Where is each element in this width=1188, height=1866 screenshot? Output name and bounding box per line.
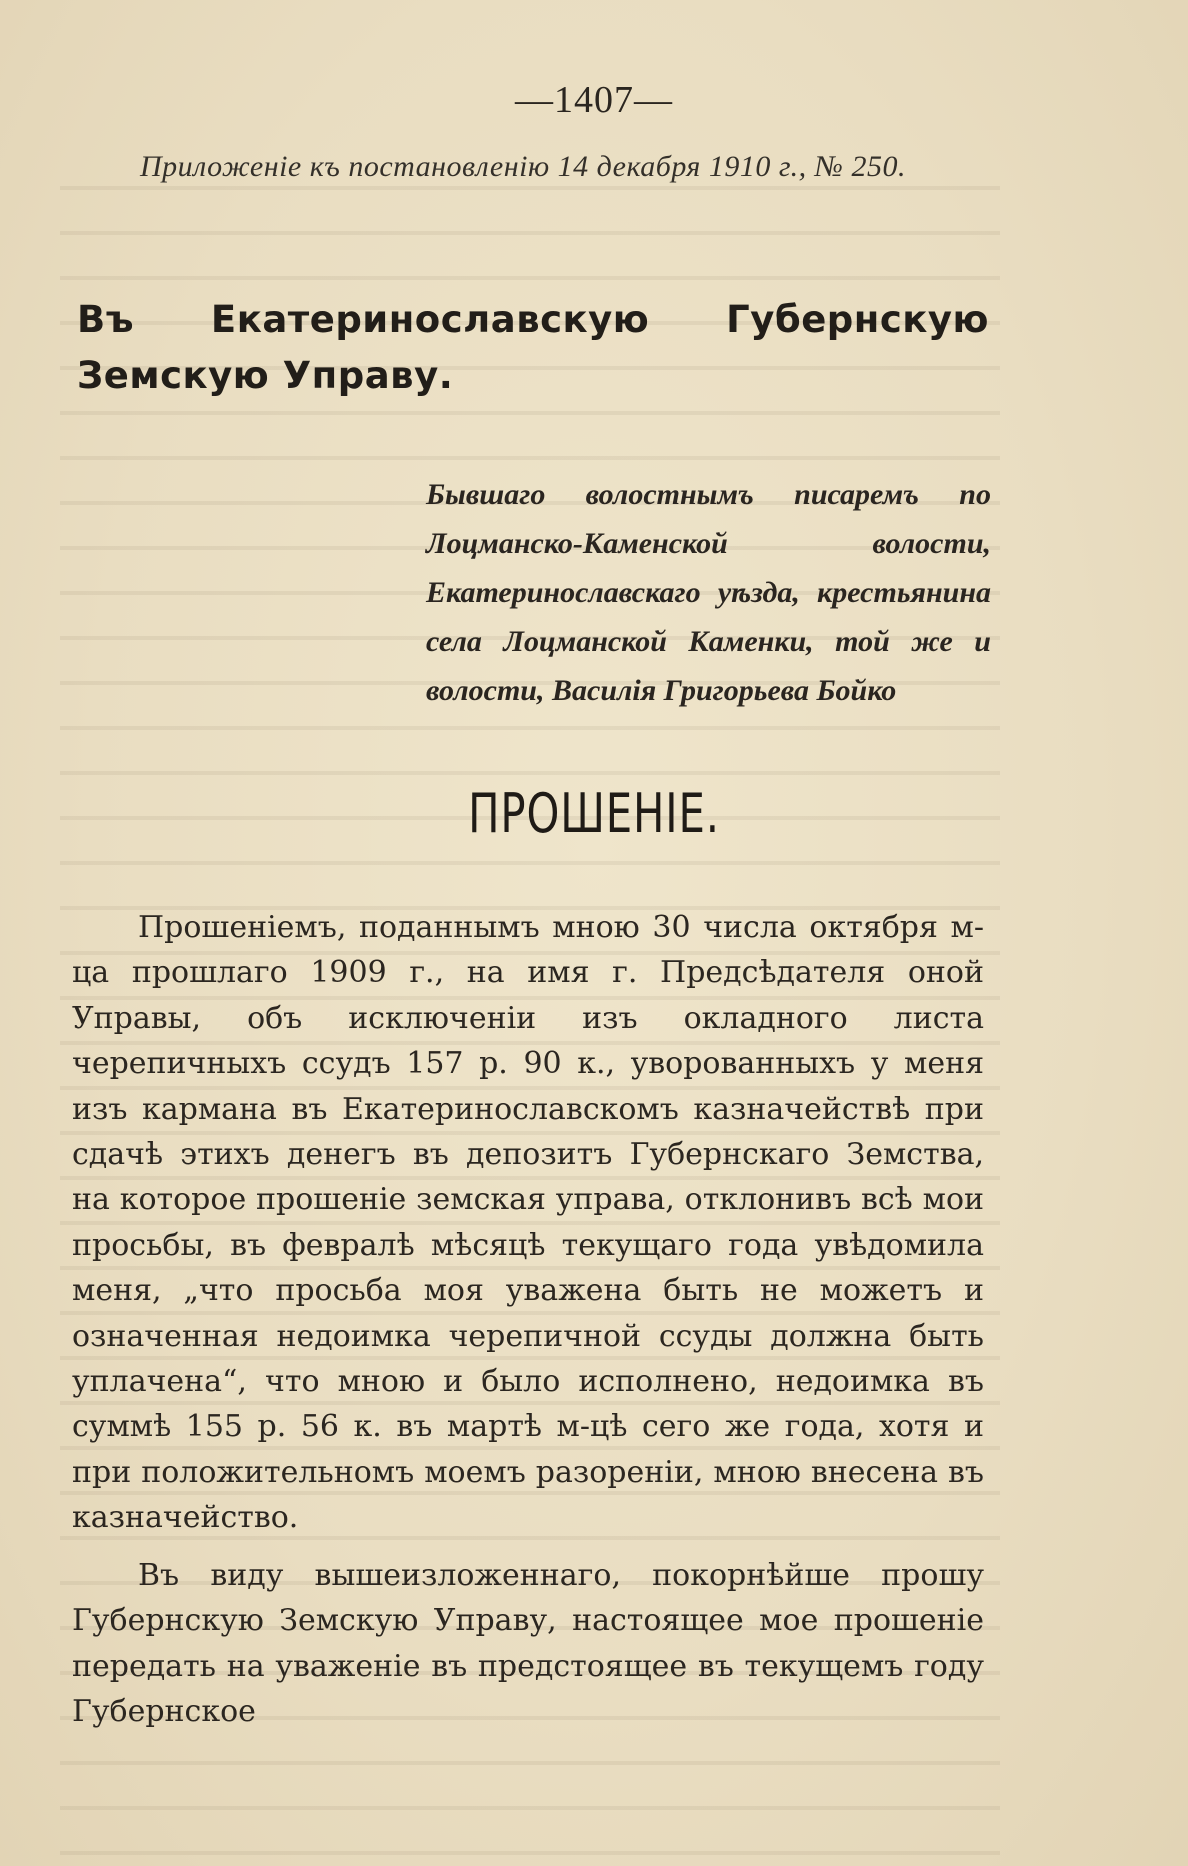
addressee-heading: Въ Екатеринославскую Губернскую Земскую Управу. — [77, 298, 989, 397]
paragraph: Прошеніемъ, поданнымъ мною 30 числа октября м-ца прошлаго 1909 г., на имя г. Предсѣдателя оной Управы, объ исключеніи изъ окладного листа черепичныхъ ссудъ 157 р. 90 к., уворованныхъ у меня изъ кармана въ Екатеринославскомъ казначействѣ при сдачѣ этихъ денегъ въ депозитъ Губернскаго Земства, на которое прошеніе земская управа, отклонивъ всѣ мои просьбы, въ февралѣ мѣсяцѣ текущаго года увѣдомила меня, „что просьба моя уважена быть не можетъ и означенная недоимка черепичной ссуды должна быть уплачена“, что мною и было исполнено, недоимка въ суммѣ 155 р. 56 к. въ мартѣ м-цѣ сего же года, хотя и при положительномъ моемъ разореніи, мною внесена въ казначейство. — [72, 910, 984, 1536]
paragraph: Въ виду вышеизложеннаго, покорнѣйше прошу Губернскую Земскую Управу, настоящее мое прошеніе передать на уваженіе въ предстоящее въ текущемъ году Губернское — [72, 1557, 984, 1729]
document-title: ПРОШЕНІЕ. — [468, 782, 720, 845]
sender-block: Бывшаго волостнымъ писаремъ по Лоцманско-Каменской волости, Екатеринославскаго уѣзда, крестьянина села Лоцманской Каменки, той же и волости, Василія Григорьева Бойко — [426, 478, 991, 707]
appendix-note: Приложеніе къ постановленію 14 декабря 1910 г., № 250. — [140, 150, 906, 183]
page-number: —1407— — [515, 79, 673, 121]
petition-body — [72, 905, 984, 1734]
